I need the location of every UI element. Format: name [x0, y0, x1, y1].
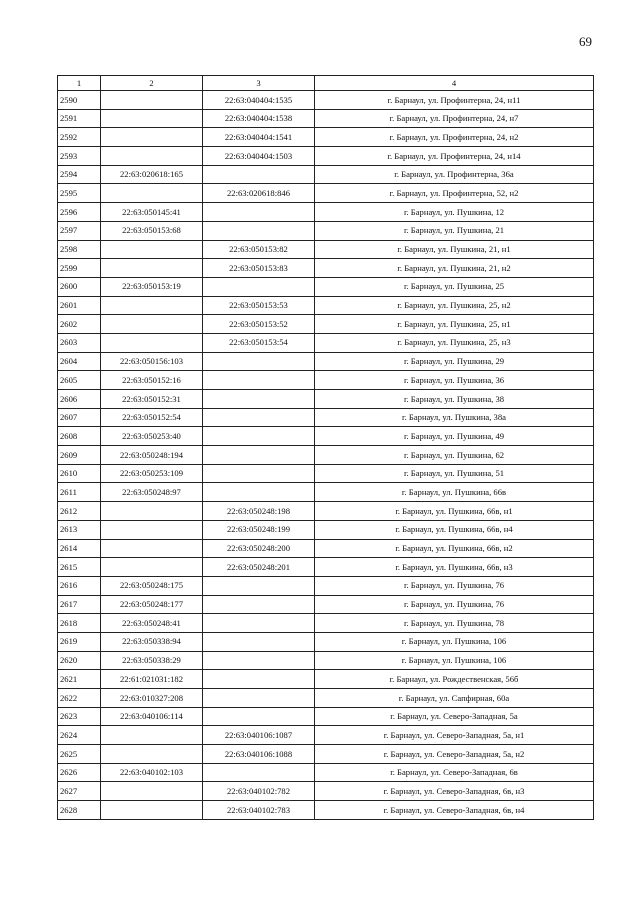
row-number-cell: 2608 — [58, 427, 101, 446]
table-row — [58, 240, 594, 259]
building-cadastral-number-cell — [203, 614, 315, 633]
land-cadastral-number-cell: 22:63:050152:54 — [101, 408, 203, 427]
address-cell: г. Барнаул, ул. Пушкина, 21, н1 — [315, 240, 594, 259]
building-cadastral-number-cell: 22:63:050248:199 — [203, 520, 315, 539]
building-cadastral-number-cell — [203, 371, 315, 390]
building-cadastral-number-cell: 22:63:040102:782 — [203, 782, 315, 801]
building-cadastral-number-cell: 22:63:040106:1088 — [203, 745, 315, 764]
address-cell: г. Барнаул, ул. Пушкина, 76 — [315, 576, 594, 595]
building-cadastral-number-cell — [203, 651, 315, 670]
building-cadastral-number-cell: 22:63:050248:198 — [203, 502, 315, 521]
land-cadastral-number-cell — [101, 502, 203, 521]
building-cadastral-number-cell: 22:63:050153:82 — [203, 240, 315, 259]
building-cadastral-number-cell — [203, 689, 315, 708]
land-cadastral-number-cell — [101, 726, 203, 745]
row-number-cell: 2625 — [58, 745, 101, 764]
table-row — [58, 782, 594, 801]
table-row — [58, 745, 594, 764]
land-cadastral-number-cell — [101, 240, 203, 259]
table-row — [58, 333, 594, 352]
table-row — [58, 128, 594, 147]
address-cell: г. Барнаул, ул. Северо-Западная, 6в, н4 — [315, 801, 594, 820]
row-number-cell: 2616 — [58, 576, 101, 595]
address-cell: г. Барнаул, ул. Сапфирная, 60а — [315, 689, 594, 708]
building-cadastral-number-cell — [203, 165, 315, 184]
table-row — [58, 483, 594, 502]
address-cell: г. Барнаул, ул. Пушкина, 106 — [315, 651, 594, 670]
row-number-cell: 2600 — [58, 277, 101, 296]
land-cadastral-number-cell — [101, 801, 203, 820]
address-cell: г. Барнаул, ул. Профинтерна, 24, н2 — [315, 128, 594, 147]
building-cadastral-number-cell — [203, 576, 315, 595]
row-number-cell: 2620 — [58, 651, 101, 670]
land-cadastral-number-cell — [101, 520, 203, 539]
land-cadastral-number-cell — [101, 147, 203, 166]
land-cadastral-number-cell: 22:63:040102:103 — [101, 763, 203, 782]
building-cadastral-number-cell — [203, 277, 315, 296]
building-cadastral-number-cell: 22:63:050153:53 — [203, 296, 315, 315]
building-cadastral-number-cell: 22:63:040102:783 — [203, 801, 315, 820]
table-row — [58, 670, 594, 689]
address-cell: г. Барнаул, ул. Пушкина, 21, н2 — [315, 259, 594, 278]
table-row — [58, 352, 594, 371]
land-cadastral-number-cell: 22:63:050153:68 — [101, 221, 203, 240]
building-cadastral-number-cell — [203, 390, 315, 409]
building-cadastral-number-cell: 22:63:050248:200 — [203, 539, 315, 558]
row-number-cell: 2612 — [58, 502, 101, 521]
land-cadastral-number-cell: 22:63:050156:103 — [101, 352, 203, 371]
table-body — [58, 91, 594, 820]
address-cell: г. Барнаул, ул. Северо-Западная, 6в — [315, 763, 594, 782]
table-row — [58, 801, 594, 820]
land-cadastral-number-cell — [101, 259, 203, 278]
land-cadastral-number-cell — [101, 109, 203, 128]
address-cell: г. Барнаул, ул. Пушкина, 25 — [315, 277, 594, 296]
table-row — [58, 726, 594, 745]
table-header-row — [58, 76, 594, 91]
building-cadastral-number-cell — [203, 352, 315, 371]
building-cadastral-number-cell — [203, 632, 315, 651]
table-row — [58, 614, 594, 633]
table-row — [58, 91, 594, 110]
table-row — [58, 221, 594, 240]
building-cadastral-number-cell: 22:63:050153:54 — [203, 333, 315, 352]
address-cell: г. Барнаул, ул. Профинтерна, 36а — [315, 165, 594, 184]
row-number-cell: 2601 — [58, 296, 101, 315]
building-cadastral-number-cell — [203, 408, 315, 427]
land-cadastral-number-cell: 22:63:020618:165 — [101, 165, 203, 184]
land-cadastral-number-cell: 22:63:050152:31 — [101, 390, 203, 409]
row-number-cell: 2611 — [58, 483, 101, 502]
building-cadastral-number-cell — [203, 221, 315, 240]
land-cadastral-number-cell: 22:63:040106:114 — [101, 707, 203, 726]
column-header-4: 4 — [315, 76, 594, 91]
land-cadastral-number-cell: 22:63:050153:19 — [101, 277, 203, 296]
land-cadastral-number-cell: 22:63:010327:208 — [101, 689, 203, 708]
table-row — [58, 277, 594, 296]
address-cell: г. Барнаул, ул. Профинтерна, 24, н7 — [315, 109, 594, 128]
column-header-2: 2 — [101, 76, 203, 91]
address-cell: г. Барнаул, ул. Пушкина, 38 — [315, 390, 594, 409]
row-number-cell: 2590 — [58, 91, 101, 110]
table-row — [58, 427, 594, 446]
land-cadastral-number-cell: 22:63:050248:41 — [101, 614, 203, 633]
row-number-cell: 2618 — [58, 614, 101, 633]
row-number-cell: 2595 — [58, 184, 101, 203]
table-row — [58, 446, 594, 465]
address-cell: г. Барнаул, ул. Пушкина, 66в, н2 — [315, 539, 594, 558]
address-cell: г. Барнаул, ул. Северо-Западная, 5а, н1 — [315, 726, 594, 745]
row-number-cell: 2614 — [58, 539, 101, 558]
building-cadastral-number-cell — [203, 427, 315, 446]
row-number-cell: 2624 — [58, 726, 101, 745]
table-row — [58, 651, 594, 670]
land-cadastral-number-cell: 22:61:021031:182 — [101, 670, 203, 689]
address-cell: г. Барнаул, ул. Пушкина, 25, н1 — [315, 315, 594, 334]
table-row — [58, 689, 594, 708]
table-row — [58, 464, 594, 483]
building-cadastral-number-cell — [203, 763, 315, 782]
column-header-3: 3 — [203, 76, 315, 91]
address-cell: г. Барнаул, ул. Пушкина, 49 — [315, 427, 594, 446]
table-row — [58, 539, 594, 558]
land-cadastral-number-cell: 22:63:050152:16 — [101, 371, 203, 390]
row-number-cell: 2628 — [58, 801, 101, 820]
table-row — [58, 632, 594, 651]
building-cadastral-number-cell — [203, 203, 315, 222]
table-row — [58, 296, 594, 315]
page-number: 69 — [579, 34, 592, 49]
address-cell: г. Барнаул, ул. Пушкина, 66в — [315, 483, 594, 502]
table-row — [58, 595, 594, 614]
building-cadastral-number-cell — [203, 707, 315, 726]
building-cadastral-number-cell: 22:63:050248:201 — [203, 558, 315, 577]
row-number-cell: 2603 — [58, 333, 101, 352]
row-number-cell: 2626 — [58, 763, 101, 782]
address-cell: г. Барнаул, ул. Профинтерна, 52, н2 — [315, 184, 594, 203]
address-cell: г. Барнаул, ул. Профинтерна, 24, н11 — [315, 91, 594, 110]
row-number-cell: 2619 — [58, 632, 101, 651]
address-cell: г. Барнаул, ул. Пушкина, 36 — [315, 371, 594, 390]
address-cell: г. Барнаул, ул. Пушкина, 25, н2 — [315, 296, 594, 315]
building-cadastral-number-cell: 22:63:040404:1541 — [203, 128, 315, 147]
building-cadastral-number-cell — [203, 483, 315, 502]
table-row — [58, 558, 594, 577]
table-row — [58, 147, 594, 166]
address-cell: г. Барнаул, ул. Пушкина, 78 — [315, 614, 594, 633]
land-cadastral-number-cell — [101, 128, 203, 147]
land-cadastral-number-cell: 22:63:050253:40 — [101, 427, 203, 446]
building-cadastral-number-cell: 22:63:040106:1087 — [203, 726, 315, 745]
address-cell: г. Барнаул, ул. Пушкина, 106 — [315, 632, 594, 651]
land-cadastral-number-cell — [101, 333, 203, 352]
row-number-cell: 2617 — [58, 595, 101, 614]
row-number-cell: 2609 — [58, 446, 101, 465]
land-cadastral-number-cell: 22:63:050248:175 — [101, 576, 203, 595]
row-number-cell: 2605 — [58, 371, 101, 390]
address-cell: г. Барнаул, ул. Пушкина, 66в, н4 — [315, 520, 594, 539]
registry-table — [57, 75, 594, 820]
table-row — [58, 763, 594, 782]
building-cadastral-number-cell — [203, 670, 315, 689]
address-cell: г. Барнаул, ул. Пушкина, 51 — [315, 464, 594, 483]
row-number-cell: 2615 — [58, 558, 101, 577]
address-cell: г. Барнаул, ул. Пушкина, 66в, н1 — [315, 502, 594, 521]
row-number-cell: 2593 — [58, 147, 101, 166]
building-cadastral-number-cell: 22:63:050153:52 — [203, 315, 315, 334]
address-cell: г. Барнаул, ул. Профинтерна, 24, н14 — [315, 147, 594, 166]
table-row — [58, 165, 594, 184]
row-number-cell: 2591 — [58, 109, 101, 128]
row-number-cell: 2599 — [58, 259, 101, 278]
row-number-cell: 2594 — [58, 165, 101, 184]
address-cell: г. Барнаул, ул. Пушкина, 21 — [315, 221, 594, 240]
table-row — [58, 502, 594, 521]
row-number-cell: 2604 — [58, 352, 101, 371]
row-number-cell: 2613 — [58, 520, 101, 539]
row-number-cell: 2602 — [58, 315, 101, 334]
row-number-cell: 2596 — [58, 203, 101, 222]
building-cadastral-number-cell: 22:63:040404:1535 — [203, 91, 315, 110]
land-cadastral-number-cell: 22:63:050248:97 — [101, 483, 203, 502]
land-cadastral-number-cell — [101, 558, 203, 577]
address-cell: г. Барнаул, ул. Пушкина, 38а — [315, 408, 594, 427]
table-row — [58, 203, 594, 222]
building-cadastral-number-cell: 22:63:020618:846 — [203, 184, 315, 203]
land-cadastral-number-cell: 22:63:050145:41 — [101, 203, 203, 222]
row-number-cell: 2598 — [58, 240, 101, 259]
row-number-cell: 2606 — [58, 390, 101, 409]
address-cell: г. Барнаул, ул. Пушкина, 29 — [315, 352, 594, 371]
table-row — [58, 109, 594, 128]
land-cadastral-number-cell: 22:63:050253:109 — [101, 464, 203, 483]
table-row — [58, 371, 594, 390]
land-cadastral-number-cell — [101, 782, 203, 801]
building-cadastral-number-cell: 22:63:040404:1503 — [203, 147, 315, 166]
land-cadastral-number-cell — [101, 296, 203, 315]
address-cell: г. Барнаул, ул. Пушкина, 66в, н3 — [315, 558, 594, 577]
table-row — [58, 520, 594, 539]
address-cell: г. Барнаул, ул. Пушкина, 25, н3 — [315, 333, 594, 352]
row-number-cell: 2607 — [58, 408, 101, 427]
address-cell: г. Барнаул, ул. Северо-Западная, 5а — [315, 707, 594, 726]
building-cadastral-number-cell — [203, 464, 315, 483]
row-number-cell: 2627 — [58, 782, 101, 801]
land-cadastral-number-cell — [101, 745, 203, 764]
row-number-cell: 2610 — [58, 464, 101, 483]
row-number-cell: 2623 — [58, 707, 101, 726]
row-number-cell: 2597 — [58, 221, 101, 240]
land-cadastral-number-cell — [101, 91, 203, 110]
building-cadastral-number-cell: 22:63:050153:83 — [203, 259, 315, 278]
row-number-cell: 2622 — [58, 689, 101, 708]
land-cadastral-number-cell — [101, 315, 203, 334]
land-cadastral-number-cell: 22:63:050338:29 — [101, 651, 203, 670]
building-cadastral-number-cell: 22:63:040404:1538 — [203, 109, 315, 128]
building-cadastral-number-cell — [203, 595, 315, 614]
address-cell: г. Барнаул, ул. Пушкина, 62 — [315, 446, 594, 465]
address-cell: г. Барнаул, ул. Северо-Западная, 5а, н2 — [315, 745, 594, 764]
land-cadastral-number-cell — [101, 539, 203, 558]
land-cadastral-number-cell — [101, 184, 203, 203]
address-cell: г. Барнаул, ул. Северо-Западная, 6в, н3 — [315, 782, 594, 801]
row-number-cell: 2621 — [58, 670, 101, 689]
land-cadastral-number-cell: 22:63:050248:177 — [101, 595, 203, 614]
table-row — [58, 408, 594, 427]
address-cell: г. Барнаул, ул. Пушкина, 12 — [315, 203, 594, 222]
table-row — [58, 390, 594, 409]
table-row — [58, 259, 594, 278]
land-cadastral-number-cell: 22:63:050248:194 — [101, 446, 203, 465]
land-cadastral-number-cell: 22:63:050338:94 — [101, 632, 203, 651]
address-cell: г. Барнаул, ул. Рождественская, 56б — [315, 670, 594, 689]
address-cell: г. Барнаул, ул. Пушкина, 76 — [315, 595, 594, 614]
building-cadastral-number-cell — [203, 446, 315, 465]
table-row — [58, 576, 594, 595]
table-row — [58, 184, 594, 203]
column-header-1: 1 — [58, 76, 101, 91]
table-row — [58, 315, 594, 334]
table-row — [58, 707, 594, 726]
row-number-cell: 2592 — [58, 128, 101, 147]
